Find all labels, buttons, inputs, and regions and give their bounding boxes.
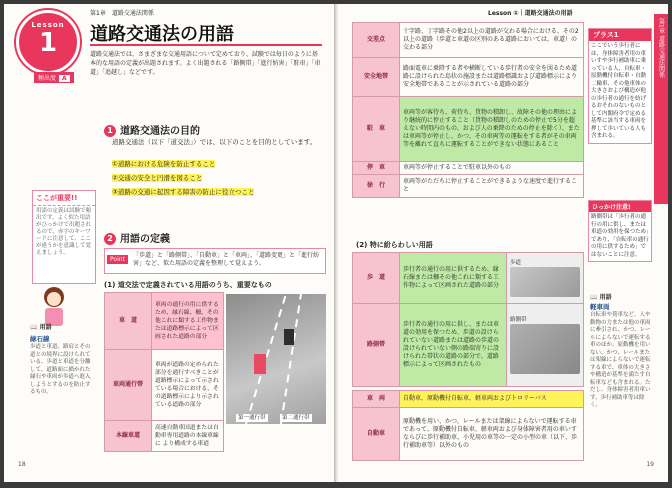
row-head: 車 両: [353, 391, 400, 408]
table-row: [353, 162, 584, 175]
table-row: [353, 304, 584, 387]
section1-item-2: ②交通の安全と円滑を図ること: [112, 174, 203, 182]
row-text: 車両が道路の定められた部分を通行すべきことが道路標示によって示されている場合における、その道路標示により示されている道路の部分: [152, 350, 224, 421]
important-note: [32, 190, 96, 284]
right-page: [338, 4, 668, 482]
term-description: 歩道と車道、路肩とその道との境界に設けられている、歩道と車道を分離して、道路面に描かれた縁石や車両が歩道へ進入しようとするのを防止するもの。: [30, 344, 91, 395]
section1-heading: [104, 122, 200, 137]
row-text: 歩行者の通行の用に供するため、縁石線または柵その他これに類する工作物によって区画された道路の部分: [400, 253, 507, 304]
row-text: 車両等が停止することで駐車以外のもの: [400, 162, 584, 175]
row-text: 高速自動車国道または自動車専用道路の本線車線に より構成する車道: [152, 421, 224, 452]
table-row: [105, 293, 224, 350]
chapter-tab: [654, 14, 668, 204]
row-text: 十字路、丁字路その他2以上の道路が交わる場合における、その2以上の道路（歩道と車道の区別のある道路においては、車道）の交わる部分: [400, 23, 584, 58]
row-head: 車両通行帯: [105, 350, 152, 421]
row-text: 車両等が客待ち、荷待ち、貨物の積卸し、故障その他の理由により継続的に停止すること（貨物の積卸しのための停止で5分を超えない時間内のもの、および人の乗降のための停止を除く）、または車両等が停止し、かつ、その車両等の運転をする者がその車両等を離れて直ちに運転することができない状態にあること: [400, 97, 584, 162]
freq-label: 頻出度: [38, 75, 57, 82]
row-head: 交差点: [353, 23, 400, 58]
table-row: [353, 253, 584, 304]
frequency-tag: [34, 72, 74, 83]
chapter-line: 第1章 道路交通法関係: [90, 10, 154, 17]
table-row: [105, 421, 224, 452]
point-text: 「歩道」と「路側帯」、「自動車」と「車両」、「道路変更」と「進行妨害」など、似た用語の定義を整理して覚えよう。: [133, 252, 320, 267]
page-number-left: 18: [18, 461, 26, 468]
right-term-name: 軽車両: [590, 303, 610, 311]
section1-item-1: ①道路における危険を防止すること: [112, 160, 216, 168]
row-head: 駐 車: [353, 97, 400, 162]
caution-box: [588, 200, 652, 262]
section1-item-3: ③道路の交通に起因する障害の防止に役立つこと: [112, 188, 255, 196]
roadside-caption: 路側帯: [510, 317, 527, 323]
lane-caption-2: 第二通行帯: [282, 415, 310, 421]
roadside-image: [510, 324, 580, 374]
plus-one-text: ここでいう歩行者には、身体障害者用の車いすや歩行補助車に乗っている人、自転車・原動機付自転車・自動二輪車、その他車体の大きさおよび構造が他の歩行者の通行を妨げるおそれのないものとして内閣府令で定める基準に該当する車両を押して歩いている人も含まれる。: [591, 43, 647, 139]
right-term-description: 自転車や荷車など、人や動物の力または他の車両に牽引され、かつ、レールによらないで運転する車のほか、原動機を用いない、かつ、レールまたは架線によらないで運転する車で、車体の大きさや構造が基準を満たす自転車なども含まれる。ただし、身体障害者用車いす、歩行補助車等は除く。: [590, 312, 651, 408]
lane-caption-1: 第一通行帯: [238, 415, 266, 421]
sidewalk-caption: 歩道: [510, 260, 522, 266]
left-page: [4, 4, 336, 482]
table-row: [353, 97, 584, 162]
point-box: [104, 248, 326, 274]
section2-heading: [104, 230, 170, 245]
table-row: [353, 58, 584, 97]
section1-title: 道路交通法の目的: [120, 126, 200, 137]
row-head: 徐 行: [353, 175, 400, 198]
road-illustration: [226, 294, 326, 424]
table-row: [353, 23, 584, 58]
row-text: 車両等がただちに停止することができるような速度で進行すること: [400, 175, 584, 198]
page-number-right: 19: [646, 461, 654, 468]
row-head: 本線車道: [105, 421, 152, 452]
note-title: ここが重要!!: [33, 191, 95, 206]
row-head: 路側帯: [353, 304, 400, 387]
caution-title: ひっかけ注意!: [589, 201, 651, 212]
note-text: 用語の定義は試験で頻出です。よく似た用語がひっかけで出題されるので、赤字のキーワードに注意して、ここが違うかを意識して覚えましょう。: [36, 208, 92, 256]
row-head: 安全地帯: [353, 58, 400, 97]
definition-table-left: [104, 292, 224, 452]
right-term-label-text: 用語: [599, 294, 612, 301]
freq-value: A: [59, 75, 70, 82]
caution-text: 路側帯は「歩行者の通行の用に供し、または車道の効用を保つため」であり、「自転車の通行の用に供するため」ではないことに注意。: [591, 214, 649, 258]
row-text: 原動機を用い、かつ、レールまたは架線によらないで運転する車であって、原動機付自転車、軽車両および身体障害者用の車いすならびに歩行補助車、小児用の車等の一定の小型の車（以下、歩行補助車等）以外のもの: [400, 408, 584, 461]
page-title: 道路交通法の用語: [90, 24, 234, 45]
right-term-label: 📖 用語: [590, 294, 612, 301]
term-label: 📖 用語: [30, 324, 52, 331]
term-name: 緑石線: [30, 335, 50, 343]
row-head: 自動車: [353, 408, 400, 461]
chapter-tab-text: 第1章 道路交通法関係: [657, 18, 665, 78]
section1-number: 1: [104, 125, 116, 137]
point-label: Point: [107, 255, 128, 264]
section2-number: 2: [104, 233, 116, 245]
row-head: 歩 道: [353, 253, 400, 304]
table-row: [105, 350, 224, 421]
section2-title: 用語の定義: [120, 234, 170, 245]
lesson-label: Lesson: [31, 21, 65, 29]
subsection2-title: (2) 特に紛らわしい用語: [356, 241, 433, 249]
plus-one-title: プラス1: [589, 29, 651, 41]
definition-table-right-bottom: [352, 390, 584, 461]
intro-text: 道路交通法では、さまざまな交通用語について定めており、試験では毎日のように基本的な用語の定義が出題されます。よく出題される「路側帯」「進行妨害」「駐車」「車道」「追越し」などです。: [90, 51, 321, 76]
lane-lines: [226, 294, 326, 424]
row-text: 路面電車に乗降する者や横断している歩行者の安全を図るため道路に設けられた島状の施設または道路標識および道路標示により安全地帯であることが示されている道路の部分: [400, 58, 584, 97]
row-text: 自動車、原動機付自転車、軽車両およびトロリーバス: [400, 391, 584, 408]
subsection1-title: (1) 道交法で定義されている用語のうち、重要なもの: [104, 281, 272, 289]
lesson-number: 1: [38, 28, 58, 58]
table-row: [353, 391, 584, 408]
term-label-text: 用語: [39, 324, 52, 331]
row-head: 停 車: [353, 162, 400, 175]
definition-table-right-top: [352, 22, 584, 198]
lesson-badge: [16, 10, 80, 74]
row-text: 車両の通行の用に供するため、縁石線、柵、その他これに類する工作物または道路標示によって区画された道路の部分: [152, 293, 224, 350]
sidewalk-image: [510, 267, 580, 297]
definition-table-right-mid: [352, 252, 584, 387]
title-rule: [90, 44, 322, 46]
table-row: [353, 175, 584, 198]
roadside-strip-illustration: [507, 304, 584, 387]
sidewalk-illustration: [507, 253, 584, 304]
row-head: 車 道: [105, 293, 152, 350]
plus-one-box: [588, 28, 652, 144]
row-text: 歩行者の通行の用に供し、または車道の効用を保つため、歩道の設けられていない道路または道路の歩道の設けられていない側の路端寄りに設けられた帯状の道路の部分で、道路標示によって区画されたもの: [400, 304, 507, 387]
section1-lead: 道路交通法（以下「道交法」）では、以下のことを目的としています。: [112, 138, 317, 146]
table-row: [353, 408, 584, 461]
running-header: Lesson ①｜道路交通法の用語: [488, 10, 573, 17]
